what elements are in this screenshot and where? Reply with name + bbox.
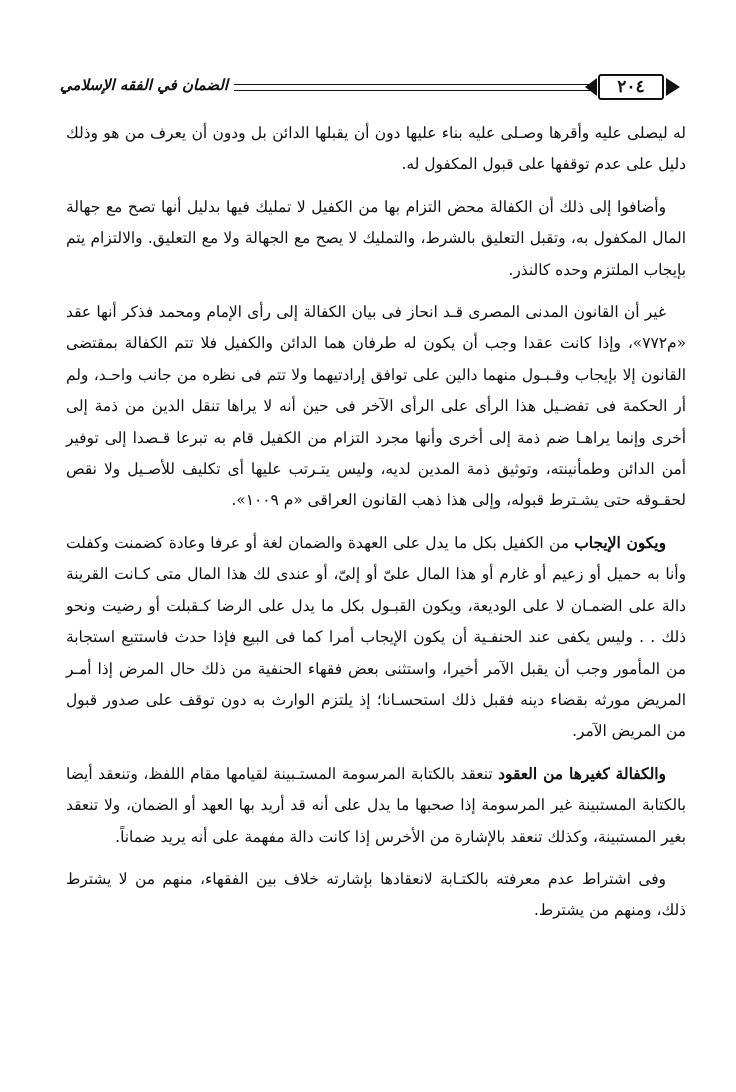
- paragraph-gap: [66, 748, 686, 759]
- paragraph-gap: [66, 286, 686, 297]
- main-text: [66, 118, 686, 927]
- paragraph-5-text: تنعقد بالكتابة المرسومة المستـبينة لقيامها مقام اللفظ، وتنعقد أيضا بالكتابة المستبينة غير المرسومة إذا صحبها ما يدل على أنه قد أريد بها العهد أو الضمان، ولا تنعقد بغير المستبينة، وكذلك تنعقد بالإشارة من الأخرس إذا كانت دالة مفهمة على أنه يريد ضماناً.: [66, 764, 686, 846]
- paragraph-gap: [66, 181, 686, 192]
- page-number: ٢٠٤: [598, 74, 664, 100]
- header-ornament-left: [585, 78, 597, 96]
- paragraph-2-text: وأضافوا إلى ذلك أن الكفالة محض التزام بها من الكفيل لا تمليك فيها بدليل أنها تصح مع جهالة المال المكفول به، وتقبل التعليق بالشرط، والتمليك لا يصح مع الجهالة ولا مع التعليق. والالتزام يتم بإيجاب الملتزم وحده كالنذر.: [66, 197, 686, 279]
- paragraph-5-lead: والكفالة كغيرها من العقود: [498, 764, 666, 783]
- header-ornament-right: [666, 78, 680, 96]
- paragraph-6: [66, 864, 686, 927]
- paragraph-1: [66, 118, 686, 181]
- paragraph-3: [66, 297, 686, 517]
- paragraph-5: [66, 759, 686, 853]
- paragraph-4: [66, 528, 686, 748]
- running-header: [59, 72, 686, 106]
- paragraph-1-text: له ليصلى عليه وأقرها وصـلى عليه بناء عليها دون أن يقبلها الدائن بل ودون أن يعرف من هو وذلك دليل على عدم توقفها على قبول المكفول له.: [66, 124, 686, 174]
- header-rule: [234, 84, 592, 91]
- paragraph-3-text: غير أن القانون المدنى المصرى قـد انحاز فى بيان الكفالة إلى رأى الإمام ومحمد فذكر أنها عقد «م٧٧٢»، وإذا كانت عقدا وجب أن يكون له طرفان هما الدائن والكفيل فلا تتم الكفالة بمقتضى القانون إلا بإيجاب وقـبـول منهما دالين على توافق إرادتيهما ولا تتم فى نظره من جانب واحـد، ولم أر الحكمة فى تفضـيل هذا الرأى على الرأى الآخر فى حين أنه لا يراها تنقل الدين من ذمة إلى أخرى وإنما يراهـا ضم ذمة إلى أخرى وأنها مجرد التزام من الكفيل قام به تبرعا قـصدا إلى توفير أمن الدائن وطمأنينته، وتوثيق ذمة المدين لديه، وليس يتـرتب عليها أى تكليف للأصـيل ولا نقص لحقـوقه حتى يشـترط قبوله، وإلى هذا ذهب القانون العراقى «م ١٠٠٩».: [66, 303, 686, 510]
- paragraph-4-lead: ويكون الإيجاب: [574, 533, 666, 552]
- paragraph-gap: [66, 853, 686, 864]
- running-title: الضمان في الفقه الإسلامي: [59, 76, 228, 94]
- paragraph-6-text: وفى اشتراط عدم معرفته بالكتـابة لانعقادها بإشارته خلاف بين الفقهاء، منهم من لا يشترط ذلك، ومنهم من يشترط.: [66, 869, 686, 920]
- paragraph-gap: [66, 517, 686, 528]
- paragraph-4-text: من الكفيل بكل ما يدل على العهدة والضمان لغة أو عرفا وعادة كضمنت وكفلت وأنا به حميل أو زعيم أو غارم أو هذا المال علىّ أو إلىّ، أو عندى لك هذا المال متى كـانت القرينة دالة على الضمـان لا على الوديعة، ويكون القبـول بكل ما يدل على الرضا كـقبلت أو رضيت ونحو ذلك . . وليس يكفى عند الحنفـية أن يكون الإيجاب أمرا كما فى البيع فإذا حدث فاستتبع استجابة من المأمور وجب أن يقبل الآمر أخيرا، واستثنى بعض فقهاء الحنفية من ذلك حال المرض إذا أمـر المريض مورثه بقضاء دينه فقبل ذلك استحسـانا؛ إذ يلتزم الوارث به دون توقف على صدور قبول من المريض الآمر.: [66, 533, 686, 741]
- paragraph-2: [66, 192, 686, 286]
